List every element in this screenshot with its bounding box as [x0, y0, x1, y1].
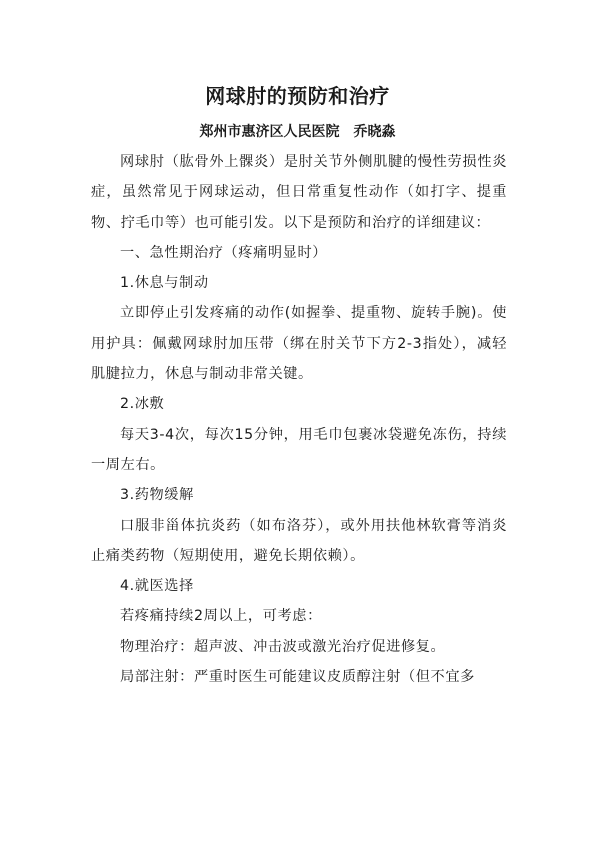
- author-name: 乔晓淼: [353, 124, 396, 140]
- subheading-medical-options: 4.就医选择: [120, 578, 194, 595]
- document-body: [91, 147, 507, 692]
- author-organization: 郑州市惠济区人民医院: [199, 124, 340, 140]
- paragraph-physical-therapy: 物理治疗：超声波、冲击波或激光治疗促进修复。: [120, 638, 446, 655]
- section-heading: 一、急性期治疗（疼痛明显时）: [120, 244, 328, 261]
- paragraph-medical-intro: 若疼痛持续2周以上，可考虑：: [120, 608, 322, 625]
- paragraph-injection: 局部注射：严重时医生可能建议皮质醇注射（但不宜多: [120, 669, 475, 686]
- paragraph-rest: 立即停止引发疼痛的动作(如握拳、提重物、旋转手腕)。使用护具：佩戴网球肘加压带（绑在肘关节下方2-3指处），减轻肌腱拉力，休息与制动非常关键。: [91, 305, 507, 383]
- intro-paragraph: 网球肘（肱骨外上髁炎）是肘关节外侧肌腱的慢性劳损性炎症，虽然常见于网球运动，但日常重复性动作（如打字、提重物、拧毛巾等）也可能引发。以下是预防和治疗的详细建议：: [91, 154, 507, 231]
- subheading-ice: 2.冰敷: [120, 396, 165, 413]
- paragraph-medication: 口服非甾体抗炎药（如布洛芬），或外用扶他林软膏等消炎止痛类药物（短期使用，避免长期依赖）。: [91, 517, 507, 564]
- byline: [0, 121, 595, 143]
- subheading-rest: 1.休息与制动: [120, 275, 209, 292]
- subheading-medication: 3.药物缓解: [120, 487, 194, 504]
- paragraph-ice: 每天3-4次，每次15分钟，用毛巾包裹冰袋避免冻伤，持续一周左右。: [91, 426, 507, 473]
- document-title: 网球肘的预防和治疗: [205, 84, 390, 108]
